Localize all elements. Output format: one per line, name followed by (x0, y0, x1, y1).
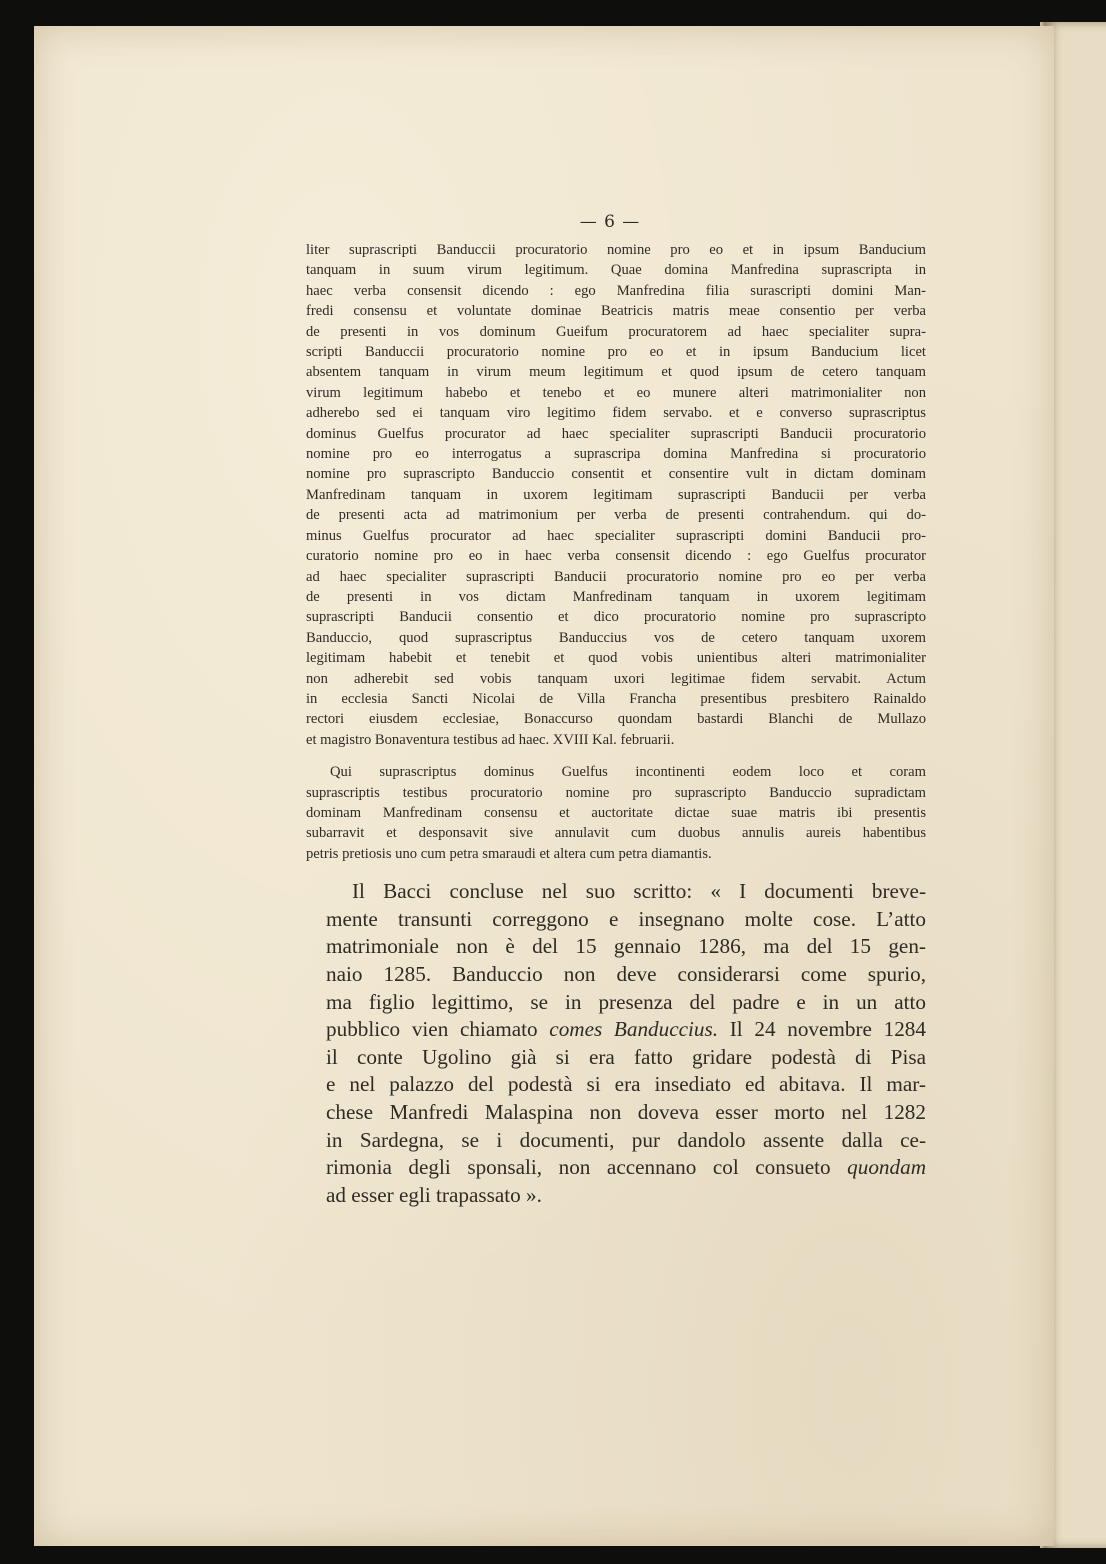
text-segment: pubblico vien chiamato (326, 1017, 550, 1042)
text-segment: rimonia degli sponsali, non accennano col consueto (326, 1155, 848, 1180)
text-line (326, 1016, 926, 1044)
text-line: nomine pro suprascripto Banduccio consentit et consentire vult in dictam dominam (306, 466, 926, 483)
text-line: suprascripti Banducii consentio et dico procuratorio nomine pro suprascripto (306, 609, 926, 626)
text-line: et magistro Bonaventura testibus ad haec. XVIII Kal. februarii. (306, 731, 675, 748)
text-line: Manfredinam tanquam in uxorem legitimam suprascripti Banducii per verba (306, 486, 926, 503)
text-line: nomine pro eo interrogatus a suprascripa domina Manfredina si procuratorio (306, 446, 926, 463)
italic-term: quondam (847, 1155, 926, 1180)
text-line: legitimam habebit et tenebit et quod vobis unientibus alteri matrimonialiter (306, 650, 926, 667)
text-line: dominus Guelfus procurator ad haec specialiter suprascripti Banducii procuratorio (306, 425, 926, 442)
latin-document-paragraph-2 (270, 762, 926, 864)
text-line: ma figlio legittimo, se in presenza del padre e in un atto (326, 989, 926, 1014)
text-line: naio 1285. Banduccio non deve considerarsi come spurio, (326, 961, 926, 986)
italic-term: comes Banduccius. (549, 1017, 719, 1042)
text-line: non adherebit sed vobis tanquam uxori legitimae fidem servabit. Actum (306, 670, 926, 687)
text-line: de presenti in vos dictam Manfredinam tanquam in uxorem legitimam (306, 588, 926, 605)
text-line: haec verba consensit dicendo : ego Manfredina filia surascripti domini Man- (306, 282, 926, 299)
facing-page-edge (1046, 22, 1106, 1548)
text-line: il conte Ugolino già si era fatto gridare podestà di Pisa (326, 1044, 926, 1069)
text-segment: Il 24 novembre 1284 (718, 1017, 926, 1042)
text-line: minus Guelfus procurator ad haec specialiter suprascripti domini Banducii pro- (306, 527, 926, 544)
text-line: adherebo sed ei tanquam viro legitimo fidem servabo. et e converso suprascriptus (306, 405, 926, 422)
text-line: e nel palazzo del podestà si era insediato ed abitava. Il mar- (326, 1072, 926, 1097)
text-line: curatorio nomine pro eo in haec verba consensit dicendo : ego Guelfus procurator (306, 548, 926, 565)
text-line: tanquam in suum virum legitimum. Quae domina Manfredina suprascripta in (306, 262, 926, 279)
text-line: ad esser egli trapassato ». (326, 1182, 542, 1207)
italian-commentary-paragraph (270, 878, 926, 1209)
text-line: dominam Manfredinam consensu et auctoritate dictae suae matris ibi presentis (306, 804, 926, 821)
text-line: rectori eiusdem ecclesiae, Bonaccurso quondam bastardi Blanchi de Mullazo (306, 711, 926, 728)
text-line: fredi consensu et voluntate dominae Beatricis matris meae consentio per verba (306, 303, 926, 320)
text-line: Qui suprascriptus dominus Guelfus incontinenti eodem loco et coram (330, 764, 926, 781)
text-line: de presenti in vos dominum Gueifum procuratorem ad haec specialiter supra- (306, 323, 926, 340)
text-line: petris pretiosis uno cum petra smaraudi et altera cum petra diamantis. (306, 845, 712, 862)
text-line: Banduccio, quod suprascriptus Banduccius vos de cetero tanquam uxorem (306, 629, 926, 646)
text-line: de presenti acta ad matrimonium per verba de presenti contrahendum. qui do- (306, 507, 926, 524)
page-number: — 6 — (579, 212, 641, 232)
text-line: in ecclesia Sancti Nicolai de Villa Francha presentibus presbitero Rainaldo (306, 690, 926, 707)
text-line: in Sardegna, se i documenti, pur dandolo assente dalla ce- (326, 1127, 926, 1152)
text-line: scripti Banduccii procuratorio nomine pro eo et in ipsum Banducium licet (306, 344, 926, 361)
text-line: chese Manfredi Malaspina non doveva esser morto nel 1282 (326, 1099, 926, 1124)
text-line (326, 1154, 926, 1182)
text-line: mente transunti correggono e insegnano molte cose. L’atto (326, 906, 926, 931)
text-line: matrimoniale non è del 15 gennaio 1286, ma del 15 gen- (326, 934, 926, 959)
text-line: Il Bacci concluse nel suo scritto: « I documenti breve- (352, 879, 926, 904)
page-content (270, 212, 926, 1209)
text-line: subarravit et desponsavit sive annulavit cum duobus annulis aureis habentibus (306, 825, 926, 842)
text-line: suprascriptis testibus procuratorio nomine pro suprascripto Banduccio supradictam (306, 784, 926, 801)
text-line: ad haec specialiter suprascripti Banducii procuratorio nomine pro eo per verba (306, 568, 926, 585)
text-line: absentem tanquam in virum meum legitimum et quod ipsum de cetero tanquam (306, 364, 926, 381)
text-line: liter suprascripti Banduccii procuratorio nomine pro eo et in ipsum Banducium (306, 242, 926, 258)
latin-document-paragraph-1 (270, 240, 926, 750)
text-line: virum legitimum habebo et tenebo et eo munere alteri matrimonialiter non (306, 384, 926, 401)
